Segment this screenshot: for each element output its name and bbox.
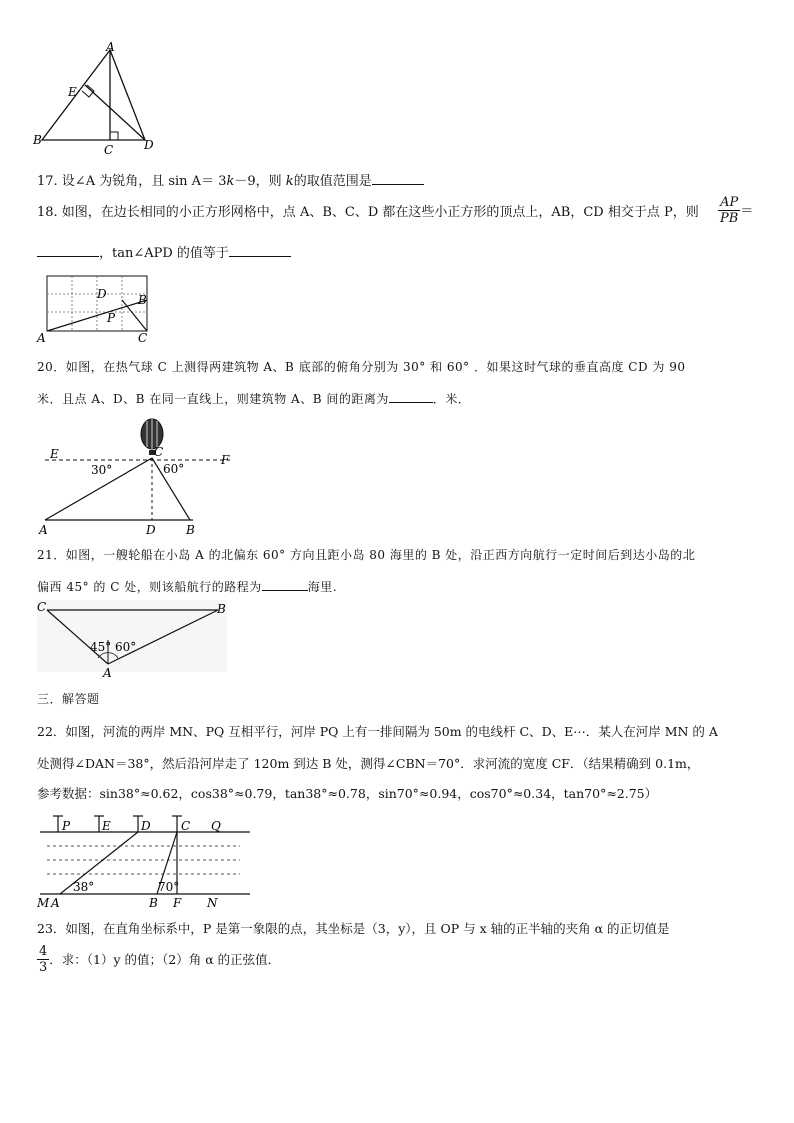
label-e: E — [68, 85, 77, 99]
angle-60: 60° — [115, 640, 137, 654]
answer-blank-18b — [229, 244, 291, 257]
label-b: B — [217, 602, 226, 616]
question-17: 17. 设∠A 为锐角，且 sin A＝ 3k－9，则 k的取值范围是 — [37, 172, 424, 191]
label-d: D — [144, 138, 154, 152]
label-a: A — [103, 666, 112, 680]
label-n: N — [207, 896, 218, 910]
label-a: A — [51, 896, 60, 910]
balloon-figure — [35, 412, 250, 537]
answer-blank-17 — [372, 172, 424, 185]
label-b: B — [149, 896, 158, 910]
label-p: P — [62, 819, 71, 833]
label-q: Q — [211, 819, 221, 833]
question-23-line2: $\frac{4}{3}$ ．求：（1）y 的值；（2）角 α 的正弦值． — [39, 944, 281, 975]
label-b: B — [138, 293, 147, 307]
label-m: M — [37, 896, 50, 910]
label-e: E — [50, 447, 59, 461]
question-23-line1: 23．如图，在直角坐标系中，P 是第一象限的点，其坐标是（3，y），且 OP 与 x 轴的正半轴的夹角 α 的正切值是 — [37, 921, 670, 936]
question-22-line2: 处测得∠DAN＝38°，然后沿河岸走了 120m 到达 B 处，测得∠CBN＝70°．求河流的宽度 CF．（结果精确到 0.1m， — [37, 756, 700, 771]
question-20-line2: 米．且点 A、D、B 在同一直线上，则建筑物 A、B 间的距离为 ．米． — [37, 392, 471, 406]
section-heading: 三．解答题 — [37, 692, 100, 706]
label-c: C — [37, 600, 47, 614]
label-a: A — [106, 40, 115, 54]
label-b: B — [33, 133, 42, 147]
question-20-line1: 20．如图，在热气球 C 上测得两建筑物 A、B 底部的俯角分别为 30° 和 60° ．如果这时气球的垂直高度 CD 为 90 — [37, 360, 686, 374]
question-18-line2: ，tan∠APD 的值等于 — [37, 244, 291, 263]
label-c: C — [138, 331, 148, 345]
question-21-line1: 21．如图，一艘轮船在小岛 A 的北偏东 60° 方向且距小岛 80 海里的 B 处，沿正西方向航行一定时间后到达小岛的北 — [37, 548, 696, 562]
label-c: C — [154, 445, 164, 459]
answer-blank-20 — [389, 390, 433, 403]
label-b: B — [186, 523, 195, 537]
angle-70: 70° — [158, 880, 180, 894]
label-c: C — [104, 143, 114, 157]
question-21-line2: 偏西 45° 的 C 处，则该船航行的路程为 海里. — [37, 580, 338, 594]
question-22-line3: 参考数据：sin38°≈0.62，cos38°≈0.79，tan38°≈0.78，sin70°≈0.94，cos70°≈0.34，tan70°≈2.75） — [37, 786, 658, 801]
pole-icon — [53, 816, 182, 832]
label-a: A — [37, 331, 46, 345]
question-22-line1: 22．如图，河流的两岸 MN、PQ 互相平行，河岸 PQ 上有一排间隔为 50m 的电线杆 C、D、E⋯．某人在河岸 MN 的 A — [37, 724, 718, 739]
label-c: C — [181, 819, 191, 833]
answer-blank-18a — [37, 244, 99, 257]
label-d: D — [146, 523, 156, 537]
label-d: D — [97, 287, 107, 301]
label-d: D — [141, 819, 151, 833]
label-p: P — [107, 311, 116, 325]
fraction-ap-pb: $\frac{AP}{PB}$ ＝ — [720, 195, 754, 226]
triangle-figure — [30, 40, 170, 160]
angle-30: 30° — [91, 463, 113, 477]
angle-38: 38° — [73, 880, 95, 894]
grid-figure — [35, 268, 165, 348]
question-18-line1: 18. 如图，在边长相同的小正方形网格中，点 A、B、C、D 都在这些小正方形的顶点上，AB，CD 相交于点 P，则 — [37, 205, 699, 220]
label-a: A — [39, 523, 48, 537]
angle-60: 60° — [163, 462, 185, 476]
label-e: E — [102, 819, 111, 833]
label-f: F — [173, 896, 182, 910]
river-figure — [35, 810, 260, 910]
angle-45: 45° — [90, 640, 112, 654]
answer-blank-21 — [262, 578, 308, 591]
label-f: F — [221, 453, 230, 467]
ship-figure — [35, 598, 235, 680]
